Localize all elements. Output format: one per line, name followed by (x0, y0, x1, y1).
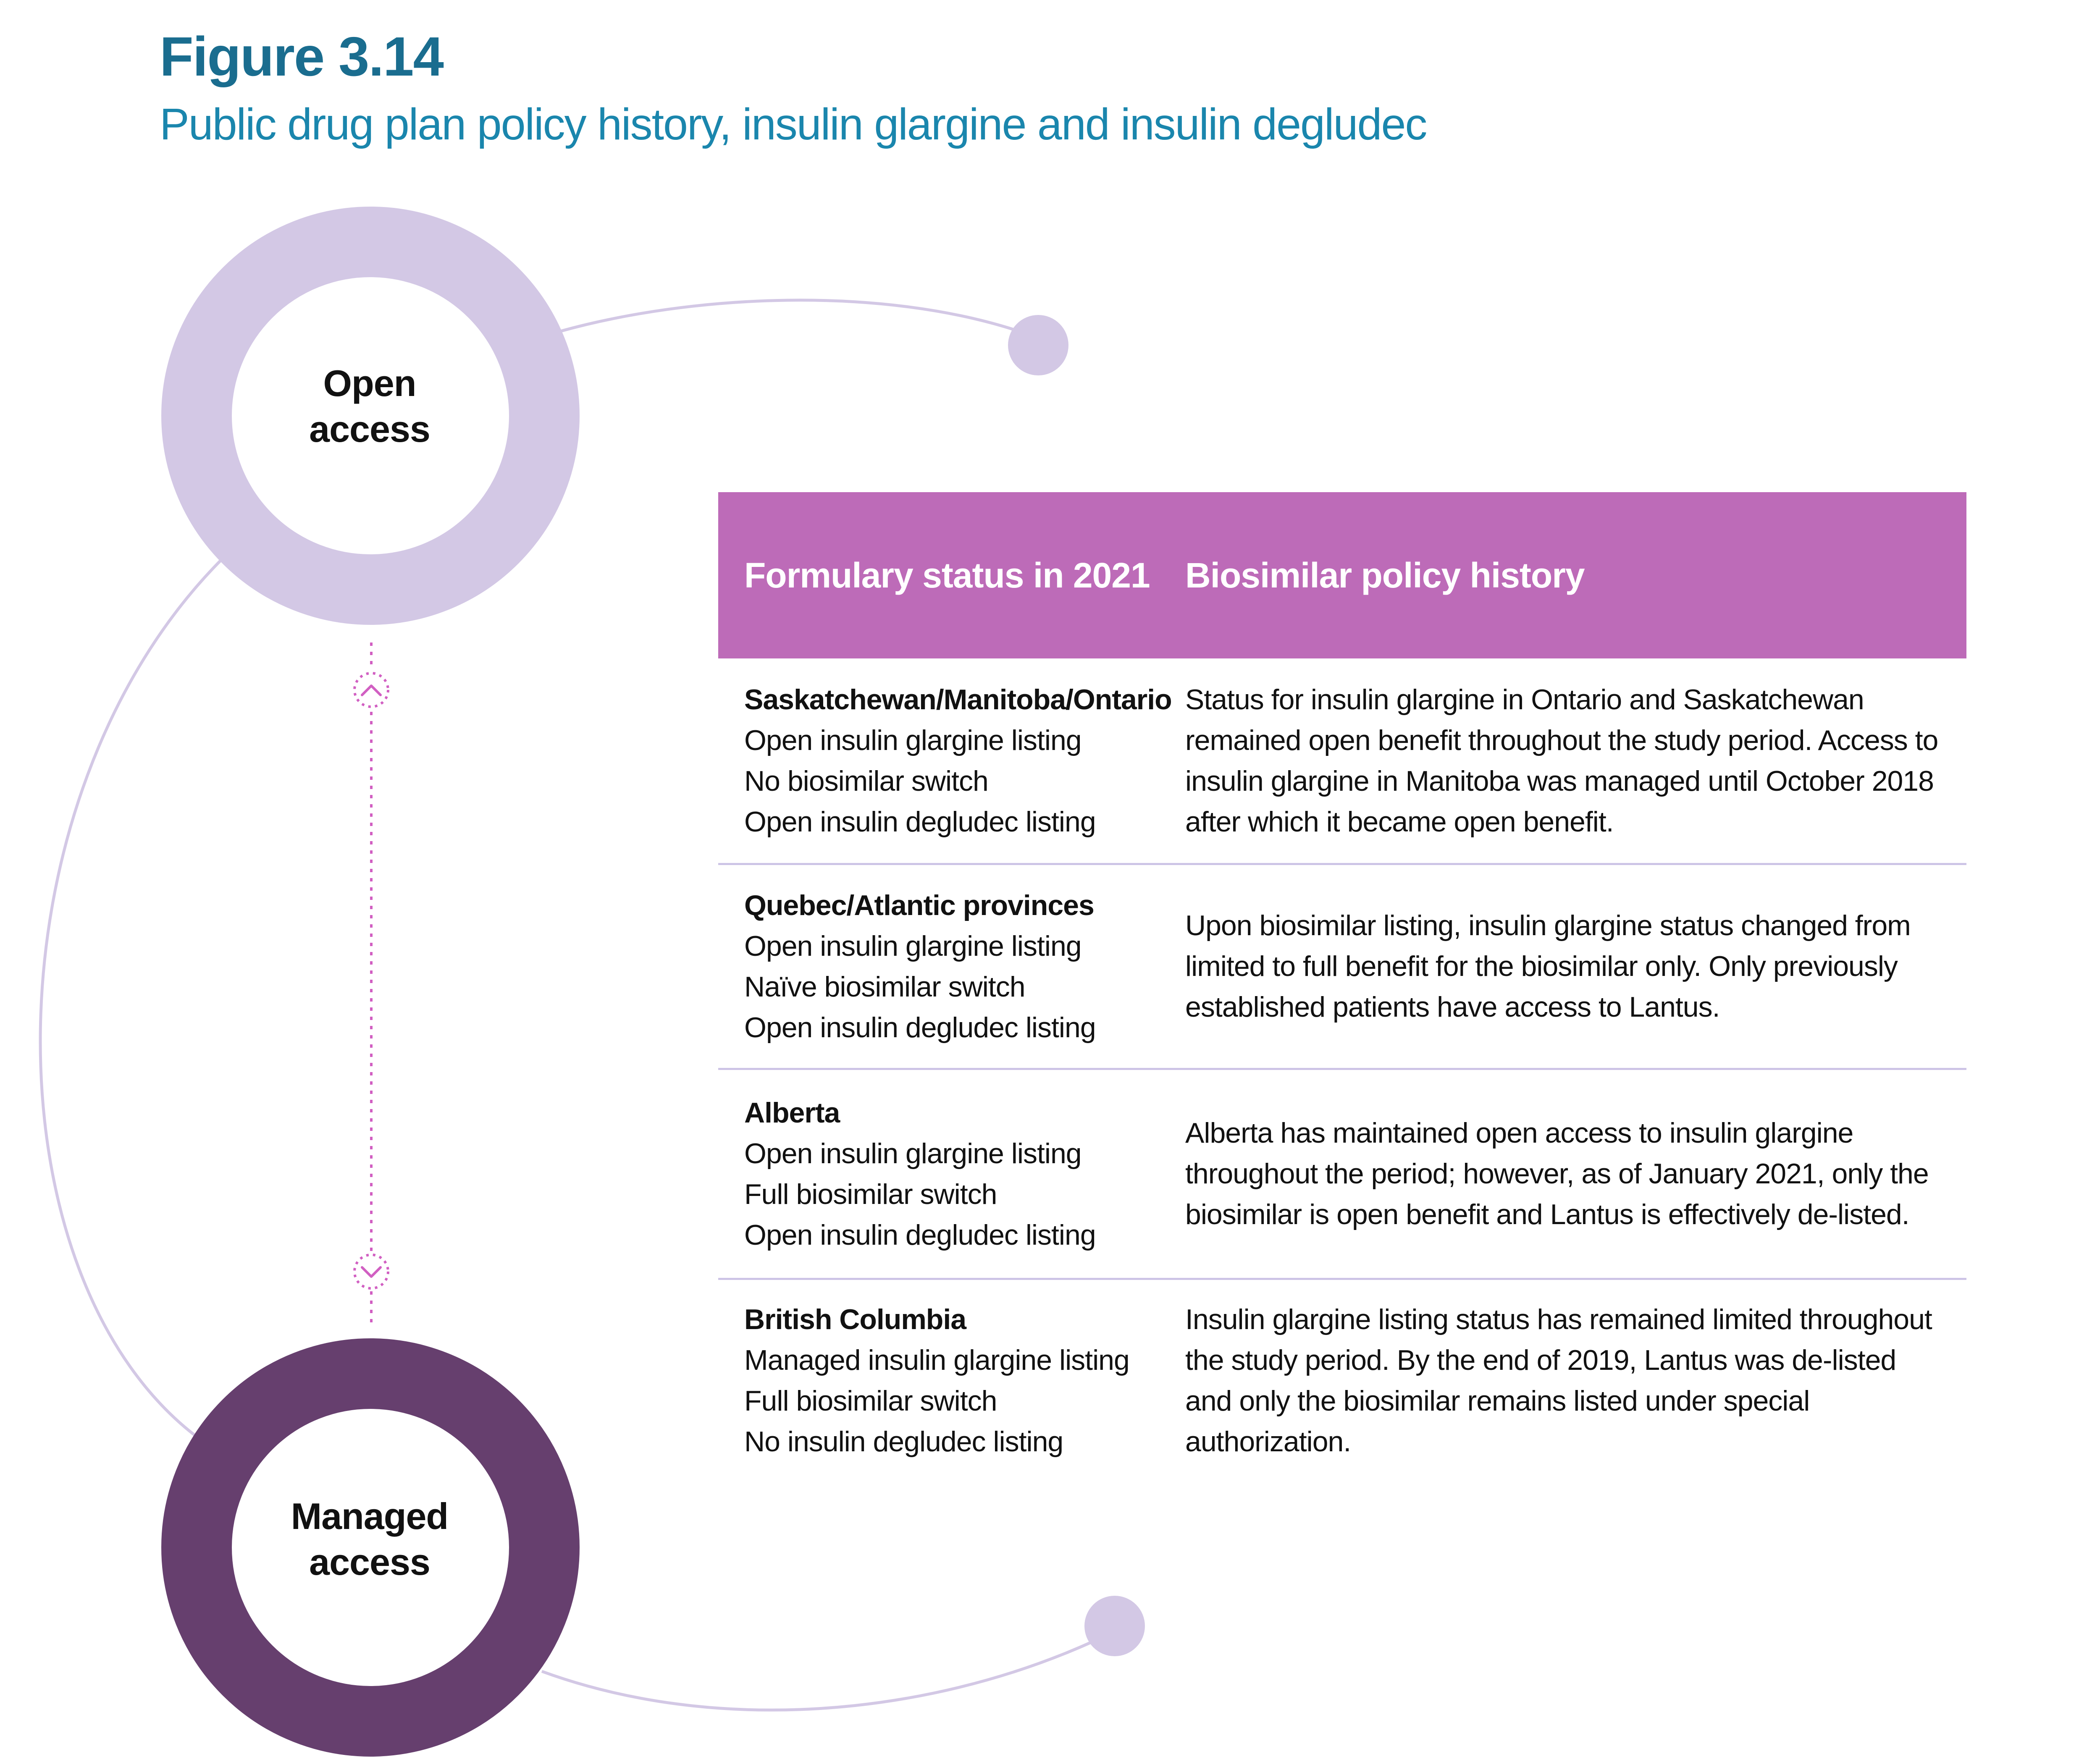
bottom-arc (542, 1642, 1092, 1710)
bottom-arc-dot (1084, 1596, 1145, 1656)
figure-number: Figure 3.14 (160, 26, 443, 87)
top-arc-dot (1008, 315, 1068, 375)
status-biosimilar: Naïve biosimilar switch (744, 970, 1025, 1003)
region-name: British Columbia (744, 1303, 966, 1335)
managed-access-label (252, 1493, 487, 1585)
policy-history-cell: Insulin glargine listing status has remained limited throughout the study period. By the end of 2019, Lantus was de-listed and only the biosimilar remains listed under special authorization. (1185, 1303, 1932, 1458)
policy-table (718, 492, 1966, 1482)
status-degludec: Open insulin degludec listing (744, 1011, 1096, 1044)
region-name: Quebec/Atlantic provinces (744, 889, 1094, 921)
table-row (718, 865, 1966, 1070)
status-biosimilar: Full biosimilar switch (744, 1385, 997, 1417)
status-glargine: Open insulin glargine listing (744, 1137, 1082, 1170)
policy-history-cell: Alberta has maintained open access to insulin glargine throughout the period; however, as of January 2021, only the biosimilar is open benefit and Lantus is effectively de-listed. (1185, 1117, 1929, 1230)
column-header-policy-history: Biosimilar policy history (1185, 555, 1585, 595)
managed-access-label-line1: Managed (291, 1495, 449, 1537)
open-access-label-line2: access (309, 408, 430, 450)
chevron-down-icon (354, 1255, 388, 1288)
policy-history-cell: Status for insulin glargine in Ontario and Saskatchewan remained open benefit throughout the study period. Access to insulin glargine in Manitoba was managed until October 2018 after which it became open benefit. (1185, 683, 1938, 838)
policy-history-cell: Upon biosimilar listing, insulin glargine status changed from limited to full benefit for the biosimilar only. Only previously established patients have access to Lantus. (1185, 910, 1911, 1023)
formulary-status-cell (718, 1299, 1185, 1462)
region-name: Saskatchewan/Manitoba/Ontario (744, 683, 1172, 716)
formulary-status-cell (718, 885, 1185, 1048)
formulary-status-cell (718, 1093, 1185, 1256)
table-row (718, 1070, 1966, 1280)
formulary-status-cell (718, 679, 1185, 842)
status-glargine: Managed insulin glargine listing (744, 1344, 1129, 1376)
region-name: Alberta (744, 1096, 840, 1129)
figure-title: Public drug plan policy history, insulin glargine and insulin degludec (160, 100, 1427, 149)
open-access-label-line1: Open (323, 362, 416, 404)
status-glargine: Open insulin glargine listing (744, 930, 1082, 962)
column-header-formulary-status: Formulary status in 2021 (744, 555, 1150, 595)
status-degludec: Open insulin degludec listing (744, 805, 1096, 838)
table-header (718, 492, 1966, 658)
table-row (718, 658, 1966, 865)
status-degludec: Open insulin degludec listing (744, 1219, 1096, 1251)
chevron-up-icon (354, 673, 388, 707)
top-arc (559, 300, 1021, 332)
left-connecting-arc (40, 559, 223, 1440)
status-degludec: No insulin degludec listing (744, 1426, 1063, 1458)
status-biosimilar: Full biosimilar switch (744, 1178, 997, 1210)
managed-access-label-line2: access (309, 1541, 430, 1583)
open-access-label (252, 360, 487, 452)
table-row (718, 1280, 1966, 1482)
status-biosimilar: No biosimilar switch (744, 765, 988, 797)
status-glargine: Open insulin glargine listing (744, 724, 1082, 756)
